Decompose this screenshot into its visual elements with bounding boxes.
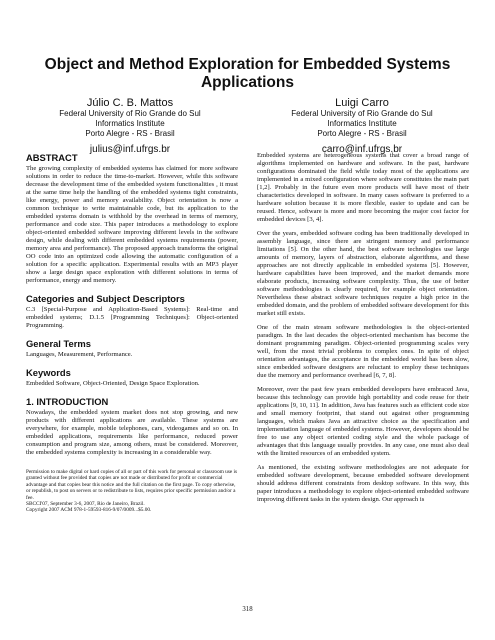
author-name: Júlio C. B. Mattos bbox=[86, 97, 174, 109]
author-block-1 bbox=[30, 97, 230, 156]
author-name: Luigi Carro bbox=[335, 97, 389, 109]
keywords-heading: Keywords bbox=[26, 367, 71, 378]
left-column bbox=[26, 152, 238, 514]
permission-text: Permission to make digital or hard copies of all or part of this work for personal or classroom use is granted without fee provided that copies are not made or distributed for profit or commercial advantage and that copies bear this notice and the full citation on the first page. To copy otherwise, or republish, to post on servers or to redistribute to lists, requires prior specific permission and/or a fee. bbox=[26, 469, 238, 501]
body-paragraph: As mentioned, the existing software methodologies are not adequate for embedded software development, because embedded software development should address different constraints from desktop software. In this way, this paper introduces a methodology to explore object-oriented embedded software improving different tasks in the system design. Our approach is bbox=[257, 464, 469, 503]
author-location: Porto Alegre - RS - Brasil bbox=[85, 129, 175, 138]
keywords-text: Embedded Software, Object-Oriented, Design Space Exploration. bbox=[26, 380, 200, 387]
abstract-heading: ABSTRACT bbox=[26, 152, 78, 163]
categories-heading: Categories and Subject Descriptors bbox=[26, 293, 185, 304]
author-location: Porto Alegre - RS - Brasil bbox=[317, 129, 407, 138]
author-institute: Informatics Institute bbox=[95, 119, 165, 128]
introduction-heading: 1. INTRODUCTION bbox=[26, 396, 109, 407]
abstract-text: The growing complexity of embedded systems has claimed for more software solutions in order to reduce the time-to-market. However, while this software decrease the development time of the embedded system functionalities , it must at the same time help the handling of the embedded systems tight constraints, like energy, power and memory availability. Object orientation is now a common technique to write maintainable code, but its application to the embedded systems domain is withhold by the overhead in terms of memory, performance and code size. This paper introduces a methodology to explore object-oriented embedded software improving different levels in the software design, while dealing with different embedded systems requirements (power, memory area and performance). The proposed approach transforms the original OO code into an optimized code allowing the automatic configuration of a solution for a specific application. Experimental results with an MP3 player show a large design space exploration with different solutions in terms of performance, energy and memory. bbox=[26, 165, 238, 284]
author-affiliation: Federal University of Rio Grande do Sul bbox=[291, 109, 433, 118]
page-number: 318 bbox=[242, 606, 253, 613]
author-affiliation: Federal University of Rio Grande do Sul bbox=[59, 109, 201, 118]
venue-line: SBCCI'07, September 3-6, 2007, Rio de Janeiro, Brazil. bbox=[26, 501, 145, 508]
permission-notice bbox=[26, 469, 238, 514]
body-paragraph: Embedded systems are heterogeneous systems that cover a broad range of algorithms implemented on hardware and software. In the past, hardware configurations dominated the field while today most of the applications are implemented in a mixed configuration where software constitutes the main part [1,2]. Probably in the future even more products will have most of their characteristics developed in software. In many cases software is preferred to a hardware solution because it is more flexible, easier to update and can be reused. Hence, software is more and more becoming the major cost factor for embedded devices [3, 4]. bbox=[257, 152, 469, 223]
paper-title: Object and Method Exploration for Embedded Systems Applications bbox=[44, 56, 451, 91]
body-paragraph: One of the main stream software methodologies is the object-oriented paradigm. In the last decades the object-oriented mechanism has become the dominant programming paradigm. Object-oriented programming scales very well, from the most trivial problems to complex ones. In spite of object orientation advantages, the acceptance in the embedded world has been slow, since embedded software designers are reluctant to employ these techniques due the memory and performance overhead [6, 7, 8]. bbox=[257, 324, 469, 379]
author-email: julius@inf.ufrgs.br bbox=[89, 144, 171, 155]
author-institute: Informatics Institute bbox=[327, 119, 397, 128]
body-paragraph: Over the years, embedded software coding has been traditionally developed in assembly language, since there are stringent memory and performance limitations [5]. On the other hand, the best software technologies use large amounts of memory, layers of abstraction, elaborate algorithms, and these approaches are not directly applicable in embedded systems [5]. However, hardware capabilities have been improved, and the market demands more elaborate products, increasing software complexity. Thus, the use of better software methodologies is clearly required, for example object orientation. Nevertheless these abstract software techniques require a high price in the embedded domain, and the problem of embedded software development for this market still exists. bbox=[257, 230, 469, 317]
general-terms-text: Languages, Measurement, Performance. bbox=[26, 351, 133, 358]
categories-text: C.3 [Special-Purpose and Application-Based Systems]: Real-time and embedded systems; D.1.5 [Programming Techniques]: Object-oriented Programming. bbox=[26, 306, 238, 329]
author-email: carro@inf.ufrgs.br bbox=[321, 144, 403, 155]
introduction-paragraph: Nowadays, the embedded system market does not stop growing, and new products with different applications are available. These systems are everywhere, for example, mobile telephones, cars, videogames and so on. In embedded applications, requirements like performance, reduced power consumption and program size, among others, must be considered. Moreover, the embedded systems complexity is increasing in a considerable way. bbox=[26, 409, 238, 456]
right-column bbox=[257, 152, 469, 510]
author-block-2 bbox=[262, 97, 462, 156]
general-terms-heading: General Terms bbox=[26, 338, 91, 349]
body-paragraph: Moreover, over the past few years embedded developers have embraced Java, because this technology can provide high portability and code reuse for their applications [9, 10, 11]. In addition, Java has features such as efficient code size and small memory footprint, that stand out against other programming languages, which makes Java an attractive choice as the specification and implementation language of embedded systems. However, developers should be free to use any object oriented coding style and the whole package of advantages that this language usually provides. In any case, one must also deal with the limited resources of an embedded system. bbox=[257, 386, 469, 457]
copyright-line: Copyright 2007 ACM 978-1-59593-816-9/07/0009...$5.00. bbox=[26, 507, 152, 514]
